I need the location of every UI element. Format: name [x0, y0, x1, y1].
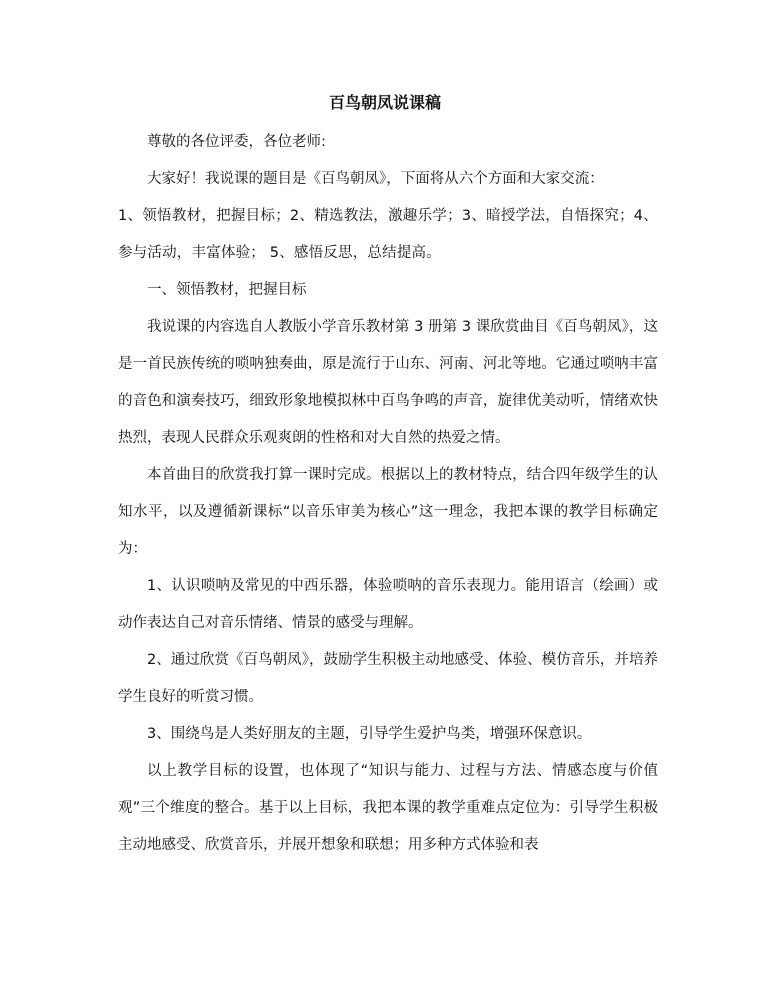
plan-paragraph: 本首曲目的欣赏我打算一课时完成。根据以上的教材特点，结合四年级学生的认知水平，以及遵循新课标“以音乐审美为核心”这一理念，我把本课的教学目标确定为：: [118, 467, 658, 557]
document-body: [118, 124, 658, 864]
greeting-paragraph: 大家好！我说课的题目是《百鸟朝凤》，下面将从六个方面和大家交流：: [147, 171, 604, 187]
goal-2-paragraph: 2、通过欣赏《百鸟朝凤》，鼓励学生积极主动地感受、体验、模仿音乐，并培养学生良好的听赏习惯。: [118, 652, 658, 705]
outline-paragraph: 1、领悟教材，把握目标；2、精选教法，激趣乐学；3、暗授学法，自悟探究；4、参与活动，丰富体验； 5、感悟反思，总结提高。: [118, 208, 658, 261]
goal-3-paragraph: 3、围绕鸟是人类好朋友的主题，引导学生爱护鸟类，增强环保意识。: [147, 726, 592, 742]
material-paragraph: 我说课的内容选自人教版小学音乐教材第 3 册第 3 课欣赏曲目《百鸟朝凤》，这是一首民族传统的唢呐独奏曲，原是流行于山东、河南、河北等地。它通过唢呐丰富的音色和演奏技巧，细致形象地模拟林中百鸟争鸣的声音，旋律优美动听，情绪欢快热烈，表现人民群众乐观爽朗的性格和对大自然的热爱之情。: [118, 319, 658, 446]
summary-paragraph: 以上教学目标的设置，也体现了“知识与能力、过程与方法、情感态度与价值观”三个维度的整合。基于以上目标，我把本课的教学重难点定位为：引导学生积极主动地感受、欣赏音乐，并展开想象和联想；用多种方式体验和表: [118, 763, 658, 853]
goal-1-paragraph: 1、认识唢呐及常见的中西乐器，体验唢呐的音乐表现力。能用语言（绘画）或动作表达自己对音乐情绪、情景的感受与理解。: [118, 578, 658, 631]
section-heading: 一、领悟教材，把握目标: [147, 282, 307, 298]
salutation-paragraph: 尊敬的各位评委，各位老师:: [147, 134, 326, 150]
document-title: 百鸟朝凤说课稿: [328, 93, 441, 112]
